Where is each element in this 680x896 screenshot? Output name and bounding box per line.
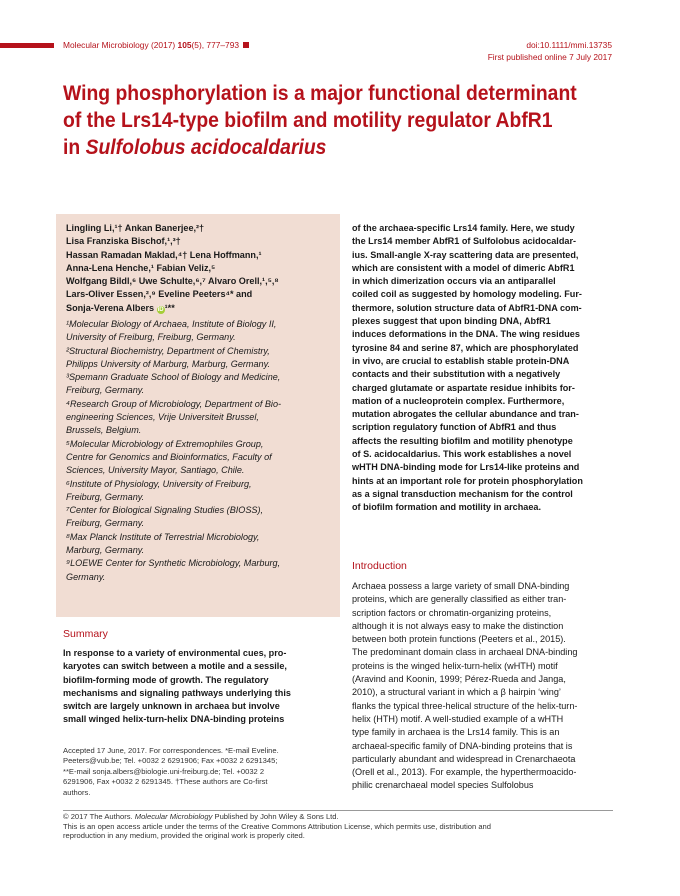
journal-volume: 105 (177, 40, 192, 50)
affiliation-line: engineering Sciences, Vrije Universiteit Brussel, (66, 412, 259, 423)
intro-line: (Aravind and Koonin, 1999; Pérez-Rueda and Janga, (352, 674, 566, 685)
copyright-text: © 2017 The Authors. (63, 812, 135, 821)
abstract-line: affects the resulting biofilm and motility phenotype (352, 435, 573, 446)
abstract-line: thermore, solution structure data of AbfR1-DNA com- (352, 302, 582, 313)
intro-line: type family in archaea is the Lrs14 family. This is an (352, 727, 560, 738)
summary-line: karyotes can switch between a motile and a sessile, (63, 661, 287, 672)
journal-year: (2017) (150, 40, 176, 50)
footer-line: reproduction in any medium, provided the original work is properly cited. (63, 831, 305, 841)
author-list (66, 222, 336, 315)
title-line (63, 134, 621, 161)
summary-line: In response to a variety of environmental cues, pro- (63, 648, 287, 658)
note-line: authors. (63, 787, 91, 797)
abstract-line: mation of a nucleoprotein complex. Furthermore, (352, 395, 565, 406)
footer-journal: Molecular Microbiology (134, 812, 213, 821)
intro-line: philic crenarchaeal model species Sulfolobus (352, 780, 534, 791)
footer-line: This is an open access article under the terms of the Creative Commons Attribution License, which permits use, distribution and (63, 821, 491, 831)
square-icon (243, 42, 249, 48)
intro-line: although it is not always easy to make the distinction (352, 620, 564, 631)
abstract-line: wHTH DNA-binding mode for Lrs14-like proteins and (352, 462, 580, 473)
title-prefix: in (63, 135, 86, 159)
summary-line: switch are largely unknown in archaea but involve (63, 701, 280, 712)
affiliation-line: ²Structural Biochemistry, Department of Chemistry, (66, 345, 270, 356)
intro-line: particularly abundant and widespread in Crenarchaeota (352, 753, 576, 764)
journal-name: Molecular Microbiology (63, 40, 149, 50)
affiliation-line: Marburg, Germany. (66, 545, 145, 556)
abstract-line: hints at an important role for protein phosphorylation (352, 475, 583, 486)
author-line (66, 302, 336, 315)
abstract-line: contacts and their substitution with a negatively (352, 369, 561, 380)
article-title (63, 80, 621, 161)
intro-line: (Orell et al., 2013). For example, the hyperthermoacido- (352, 767, 577, 778)
summary-line: mechanisms and signaling pathways underlying this (63, 687, 291, 698)
intro-line: between both protein functions (Peeters et al., 2015). (352, 634, 566, 645)
abstract-line: tyrosine 84 and serine 87, which are phosphorylated (352, 342, 579, 353)
author-line: Anna-Lena Henche,¹ Fabian Veliz,⁵ (66, 262, 216, 273)
summary-line: biofilm-forming mode of growth. The regulatory (63, 674, 269, 685)
intro-line: proteins, which are generally classified as either tran- (352, 594, 567, 605)
affiliation-line: Germany. (66, 571, 106, 582)
abstract-line: plexes suggest that upon binding DNA, AbfR1 (352, 316, 551, 327)
summary-heading: Summary (63, 628, 108, 640)
correspondence-note (63, 746, 338, 798)
title-line: Wing phosphorylation is a major functional determinant (63, 81, 577, 105)
affiliation-line: Brussels, Belgium. (66, 425, 142, 436)
abstract-line: coiled coil as suggested by homology modeling. Fur- (352, 289, 582, 300)
journal-issue-pages: (5), 777–793 (191, 40, 240, 50)
intro-line: archaeal-specific family of DNA-binding proteins that is (352, 740, 573, 751)
affiliation-line: ⁶Institute of Physiology, University of Freiburg, (66, 478, 252, 489)
summary-line: small winged helix-turn-helix DNA-binding proteins (63, 714, 285, 725)
abstract-line: of biofilm formation and motility in archaea. (352, 502, 541, 513)
affiliation-line: ⁷Center for Biological Signaling Studies (BIOSS), (66, 505, 264, 516)
author-line: Lars-Oliver Essen,²,⁹ Eveline Peeters⁴* and (66, 289, 253, 300)
author-line: Lisa Franziska Bischof,¹,³† (66, 236, 181, 247)
abstract-continued (352, 222, 614, 515)
author-line: Lingling Li,¹† Ankan Banerjee,²† (66, 223, 205, 233)
abstract-line: of S. acidocaldarius. This work establishes a novel (352, 449, 572, 460)
affiliation-line: Philipps University of Marburg, Marburg, Germany. (66, 358, 271, 369)
publication-date: First published online 7 July 2017 (487, 52, 612, 62)
abstract-line: in which dimerization occurs via an antiparallel (352, 276, 556, 287)
summary-text (63, 647, 338, 727)
license-footer (63, 812, 623, 841)
intro-line: The predominant domain class in archaeal DNA-binding (352, 647, 578, 658)
abstract-line: as a signal transduction mechanism for the control (352, 488, 573, 499)
affiliation-line: Freiburg, Germany. (66, 491, 145, 502)
abstract-line: ius. Small-angle X-ray scattering data are presented, (352, 249, 579, 260)
affiliation-line: ⁴Research Group of Microbiology, Department of Bio- (66, 398, 282, 409)
author-line: Wolfgang Bildl,⁶ Uwe Schulte,⁶,⁷ Alvaro Orell,¹,⁵,⁸ (66, 276, 279, 287)
note-line: Accepted 17 June, 2017. For correspondences. *E-mail Eveline. (63, 746, 279, 755)
last-author: Sonja-Verena Albers (66, 302, 155, 313)
abstract-line: of the archaea-specific Lrs14 family. Here, we study (352, 223, 575, 233)
intro-line: Archaea possess a large variety of small DNA-binding (352, 581, 570, 591)
intro-line: proteins is the winged helix-turn-helix (wHTH) motif (352, 660, 558, 671)
introduction-text (352, 580, 614, 793)
affiliation-list (66, 318, 336, 584)
last-author-suffix: ¹** (164, 302, 175, 313)
introduction-heading: Introduction (352, 560, 407, 572)
affiliation-line: ⁸Max Planck Institute of Terrestrial Microbiology, (66, 531, 260, 542)
abstract-line: scription regulatory function of AbfR1 and thus (352, 422, 557, 433)
header-accent-bar (0, 43, 54, 48)
intro-line: 2010), a structural variant in which a β hairpin ‘wing’ (352, 687, 561, 698)
note-line: Peeters@vub.be; Tel. +0032 2 6291906; Fax +0032 2 6291345; (63, 756, 278, 766)
intro-line: scription factors or chromatin-organizing proteins, (352, 607, 552, 618)
abstract-line: induces deformations in the DNA. The wing residues (352, 329, 580, 340)
affiliation-line: ³Spemann Graduate School of Biology and Medicine, (66, 372, 281, 383)
affiliation-line: Sciences, University Mayor, Santiago, Chile. (66, 465, 245, 476)
note-line: 6291906, Fax +0032 2 6291345. †These authors are Co-first (63, 777, 268, 787)
affiliation-line: ⁵Molecular Microbiology of Extremophiles Group, (66, 438, 264, 449)
affiliation-line: Centre for Genomics and Bioinformatics, Faculty of (66, 451, 272, 462)
intro-line: flanks the typical three-helical structure of the helix-turn- (352, 700, 578, 711)
footer-line (63, 812, 623, 822)
affiliation-line: ⁹LOEWE Center for Synthetic Microbiology, Marburg, (66, 558, 281, 569)
affiliation-line: Freiburg, Germany. (66, 385, 145, 396)
abstract-line: which are consistent with a model of dimeric AbfR1 (352, 262, 575, 273)
affiliation-line: Freiburg, Germany. (66, 518, 145, 529)
title-line: of the Lrs14-type biofilm and motility regulator AbfR1 (63, 108, 553, 132)
abstract-line: mutation abrogates the cellular abundance and tran- (352, 409, 579, 420)
footer-divider (63, 810, 613, 811)
journal-citation (63, 40, 249, 50)
note-line: **E-mail sonja.albers@biologie.uni-freiburg.de; Tel. +0032 2 (63, 766, 265, 776)
affiliation-line: ¹Molecular Biology of Archaea, Institute of Biology II, (66, 319, 277, 329)
intro-line: helix (HTH) motif. A well-studied example of a wHTH (352, 713, 564, 724)
affiliation-line: University of Freiburg, Freiburg, Germany. (66, 332, 236, 343)
doi-link[interactable]: doi:10.1111/mmi.13735 (526, 40, 612, 50)
orcid-icon[interactable]: iD (157, 306, 164, 313)
abstract-line: charged glutamate or aspartate residue inhibits for- (352, 382, 575, 393)
abstract-line: in vivo, are crucial to establish stable protein-DNA (352, 355, 570, 366)
abstract-line: the Lrs14 member AbfR1 of Sulfolobus acidocaldar- (352, 236, 577, 247)
author-line: Hassan Ramadan Maklad,⁴† Lena Hoffmann,¹ (66, 249, 262, 260)
footer-publisher: Published by John Wiley & Sons Ltd. (212, 812, 339, 821)
title-species: Sulfolobus acidocaldarius (85, 135, 327, 159)
